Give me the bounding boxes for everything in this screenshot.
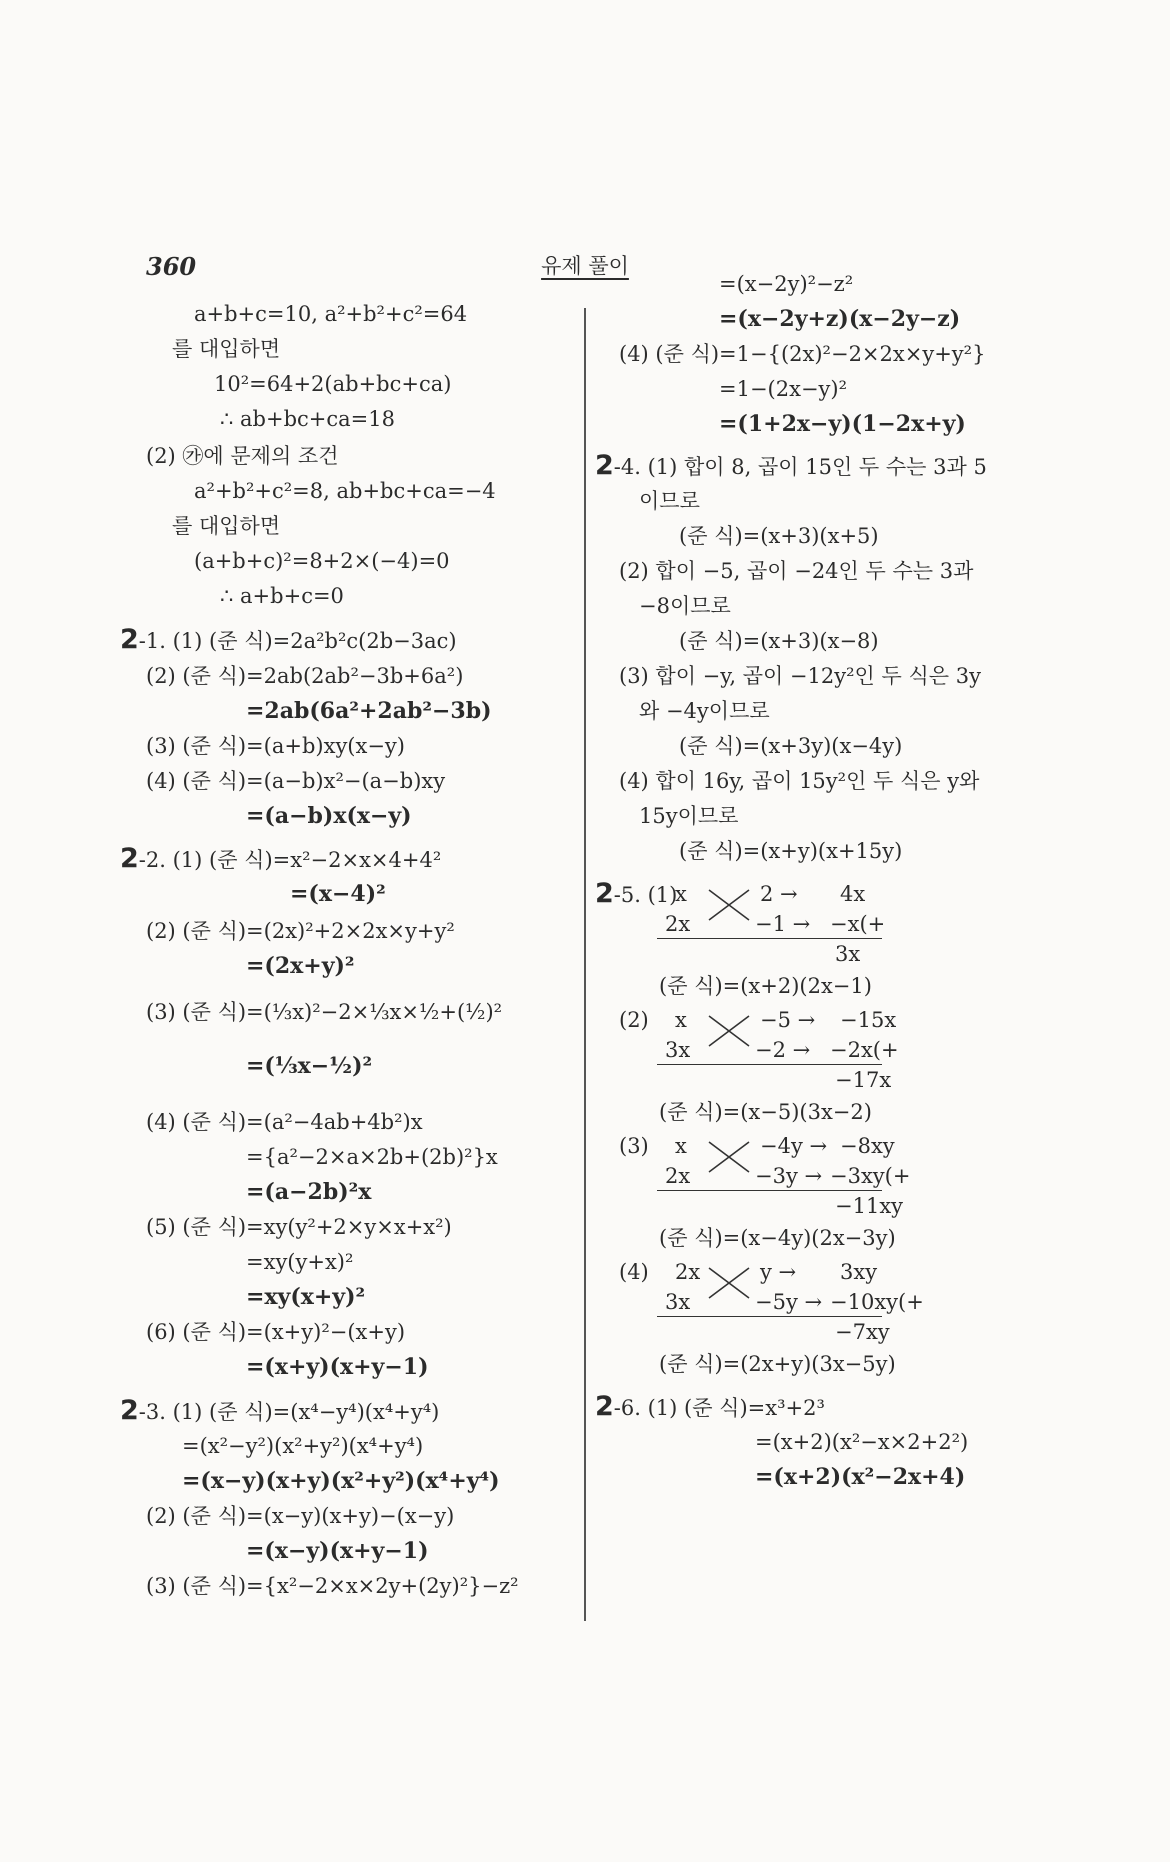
solution-line [619,1006,649,1034]
solution-text: ={a²−2×a×2b+(2b)²}x [246,1145,498,1169]
solution-text: (6) (준 식)=(x+y)²−(x+y) [146,1320,406,1344]
column-divider [584,308,586,1621]
solution-text: =(x−y)(x+y)(x²+y²)(x⁴+y⁴) [182,1468,500,1494]
solution-line [172,335,280,363]
solution-text: =(2x+y)² [246,953,355,979]
solution-line [719,305,960,333]
solution-line [146,998,502,1026]
factor-right-top: 2 → [760,882,798,906]
solution-text: =xy(x+y)² [246,1284,366,1310]
solution-line [182,1432,423,1460]
solution-text: 이므로 [639,489,700,513]
solution-text: 10²=64+2(ab+bc+ca) [214,372,452,396]
solution-text: ∴ ab+bc+ca=18 [220,407,395,431]
solution-line [220,582,344,610]
solution-text: (3) [619,1134,649,1158]
solution-text: (4) (준 식)=1−{(2x)²−2×2x×y+y²} [619,342,986,366]
solution-line [146,1108,423,1136]
solution-text: -4. (1) 합이 8, 곱이 15인 두 수는 3과 5 [613,455,987,479]
solution-line [639,487,700,515]
solution-text: -2. (1) (준 식)=x²−2×x×4+4² [138,848,442,872]
solution-line [719,375,847,403]
solution-text: =(a−2b)²x [246,1179,372,1205]
solution-line [755,1463,965,1491]
problem-heading [595,1393,825,1422]
solution-line [659,1224,896,1252]
solution-line [246,1143,498,1171]
solution-text: (a+b+c)²=8+2×(−4)=0 [194,549,450,573]
factor-right-top: −5 → [760,1008,816,1032]
factor-right-bottom: −1 → [755,912,811,936]
solution-line [619,767,979,795]
product-top: −8xy [840,1134,895,1158]
problem-heading [595,452,987,481]
solution-text: (3) 합이 −y, 곱이 −12y²인 두 식은 3y [619,664,981,688]
solution-line [194,547,450,575]
sum-rule [657,1316,882,1317]
solution-text: =(x+y)(x+y−1) [246,1354,429,1380]
product-sum: −17x [835,1068,892,1092]
solution-line [146,1572,519,1600]
solution-line [679,837,902,865]
solution-text: 15y이므로 [639,804,739,828]
solution-text: =(1+2x−y)(1−2x+y) [719,411,966,437]
solution-line [719,270,853,298]
solution-line [246,1283,365,1311]
problem-heading [120,626,457,655]
product-top: 3xy [840,1260,878,1284]
solution-line [194,477,496,505]
solution-line [146,1318,405,1346]
solution-line [659,1350,896,1378]
solution-text: -6. (1) (준 식)=x³+2³ [613,1396,825,1420]
solution-text: =(⅓x−½)² [246,1053,373,1079]
solution-line [172,512,280,540]
problem-number: 2 [120,1395,139,1426]
solution-line [619,1258,649,1286]
problem-number: 2 [595,878,614,909]
solution-line [182,1467,500,1495]
solution-line [619,340,985,368]
product-bottom: −2x(+ [830,1038,899,1062]
sum-rule [657,1064,882,1065]
solution-line [679,732,902,760]
sum-rule [657,938,882,939]
solution-text: ∴ a+b+c=0 [220,584,344,608]
solution-text: (4) (준 식)=(a²−4ab+4b²)x [146,1110,423,1134]
solution-line [246,802,412,830]
product-top: 4x [840,882,866,906]
solution-text: −8이므로 [639,594,731,618]
factor-left-top: x [675,1008,687,1032]
solution-line [659,972,872,1000]
solution-line [246,697,492,725]
solution-line [619,557,973,585]
problem-number: 2 [595,450,614,481]
solution-text: (3) (준 식)=(a+b)xy(x−y) [146,734,405,758]
product-sum: 3x [835,942,861,966]
product-top: −15x [840,1008,897,1032]
solution-text: =(x−4)² [290,881,386,907]
solution-line [246,1353,428,1381]
solution-line [246,1248,353,1276]
solution-line [146,917,455,945]
solution-text: (2) (준 식)=2ab(2ab²−3b+6a²) [146,664,464,688]
factor-right-bottom: −5y → [755,1290,823,1314]
solution-line [639,802,738,830]
product-bottom: −x(+ [830,912,886,936]
problem-heading [120,1397,439,1426]
factor-right-bottom: −3y → [755,1164,823,1188]
solution-text: =(x²−y²)(x²+y²)(x⁴+y⁴) [182,1434,424,1458]
solution-text: -1. (1) (준 식)=2a²b²c(2b−3ac) [138,629,457,653]
factor-left-top: 2x [675,1260,701,1284]
solution-line [220,405,395,433]
solution-line [639,592,731,620]
factor-left-bottom: 3x [665,1290,691,1314]
solution-text: -5. (1) [613,883,678,907]
solution-text: a+b+c=10, a²+b²+c²=64 [194,302,468,326]
solution-line [246,1178,371,1206]
cross-icon [705,1138,755,1178]
page-title: 유제 풀이 [541,254,629,278]
solution-text: (준 식)=(x−5)(3x−2) [659,1100,872,1124]
solution-text: =(x+2)(x²−x×2+2²) [755,1430,969,1454]
solution-text: (준 식)=(2x+y)(3x−5y) [659,1352,896,1376]
problem-heading [120,845,441,874]
solution-text: =(x−y)(x+y−1) [246,1538,429,1564]
problem-number: 2 [120,624,139,655]
solution-text: (준 식)=(x+3)(x+5) [679,524,879,548]
solution-line [719,410,966,438]
solution-text: =(a−b)x(x−y) [246,803,412,829]
solution-line [214,370,451,398]
problem-heading [595,880,677,909]
solution-text: (5) (준 식)=xy(y²+2×y×x+x²) [146,1215,452,1239]
solution-line [679,522,879,550]
solution-text: =1−(2x−y)² [719,377,848,401]
solution-line [619,1132,649,1160]
solution-line [146,1213,452,1241]
solution-text: (2) (준 식)=(2x)²+2×2x×y+y² [146,919,455,943]
factor-left-bottom: 3x [665,1038,691,1062]
factor-right-top: −4y → [760,1134,828,1158]
sum-rule [657,1190,882,1191]
solution-text: -3. (1) (준 식)=(x⁴−y⁴)(x⁴+y⁴) [138,1400,440,1424]
solution-text: (3) (준 식)={x²−2×x×2y+(2y)²}−z² [146,1574,519,1598]
solution-line [246,952,355,980]
solution-line [146,732,405,760]
cross-icon [705,1264,755,1304]
product-sum: −7xy [835,1320,890,1344]
solution-text: (준 식)=(x+3y)(x−4y) [679,734,903,758]
product-sum: −11xy [835,1194,904,1218]
factor-left-top: x [675,1134,687,1158]
solution-text: 를 대입하면 [172,514,281,538]
solution-line [146,442,339,470]
solution-text: (2) 합이 −5, 곱이 −24인 두 수는 3과 [619,559,974,583]
solution-line [619,662,981,690]
solution-line [755,1428,968,1456]
factor-left-top: x [675,882,687,906]
page-number: 360 [146,252,197,281]
solution-line [146,767,445,795]
solution-line [194,300,467,328]
solution-line [290,880,386,908]
factor-left-bottom: 2x [665,1164,691,1188]
solution-line [146,1502,454,1530]
product-bottom: −10xy(+ [830,1290,924,1314]
solution-text: a²+b²+c²=8, ab+bc+ca=−4 [194,479,496,503]
solution-text: 를 대입하면 [172,337,281,361]
solution-text: =(x−2y)²−z² [719,272,854,296]
factor-left-bottom: 2x [665,912,691,936]
solution-text: (준 식)=(x+2)(2x−1) [659,974,872,998]
problem-number: 2 [120,843,139,874]
solution-text: (3) (준 식)=(⅓x)²−2×⅓x×½+(½)² [146,1000,503,1024]
solution-text: (4) 합이 16y, 곱이 15y²인 두 식은 y와 [619,769,980,793]
solution-text: =(x+2)(x²−2x+4) [755,1464,966,1490]
solution-text: (준 식)=(x−4y)(2x−3y) [659,1226,896,1250]
cross-icon [705,1012,755,1052]
cross-icon [705,886,755,926]
solution-line [659,1098,872,1126]
factor-right-bottom: −2 → [755,1038,811,1062]
solution-text: (준 식)=(x+y)(x+15y) [679,839,903,863]
solution-text: =2ab(6a²+2ab²−3b) [246,698,492,724]
solution-text: =xy(y+x)² [246,1250,354,1274]
solution-line [679,627,879,655]
solution-text: (준 식)=(x+3)(x−8) [679,629,879,653]
solution-text: (4) (준 식)=(a−b)x²−(a−b)xy [146,769,446,793]
solution-line [146,662,463,690]
solution-line [246,1052,372,1080]
solution-text: 와 −4y이므로 [639,699,770,723]
factor-right-top: y → [760,1260,797,1284]
solution-line [639,697,770,725]
solution-text: (2) (준 식)=(x−y)(x+y)−(x−y) [146,1504,455,1528]
solution-line [246,1537,428,1565]
problem-number: 2 [595,1391,614,1422]
product-bottom: −3xy(+ [830,1164,911,1188]
solution-text: (4) [619,1260,649,1284]
solution-text: =(x−2y+z)(x−2y−z) [719,306,961,332]
solution-text: (2) ㉮에 문제의 조건 [146,444,339,468]
solution-text: (2) [619,1008,649,1032]
